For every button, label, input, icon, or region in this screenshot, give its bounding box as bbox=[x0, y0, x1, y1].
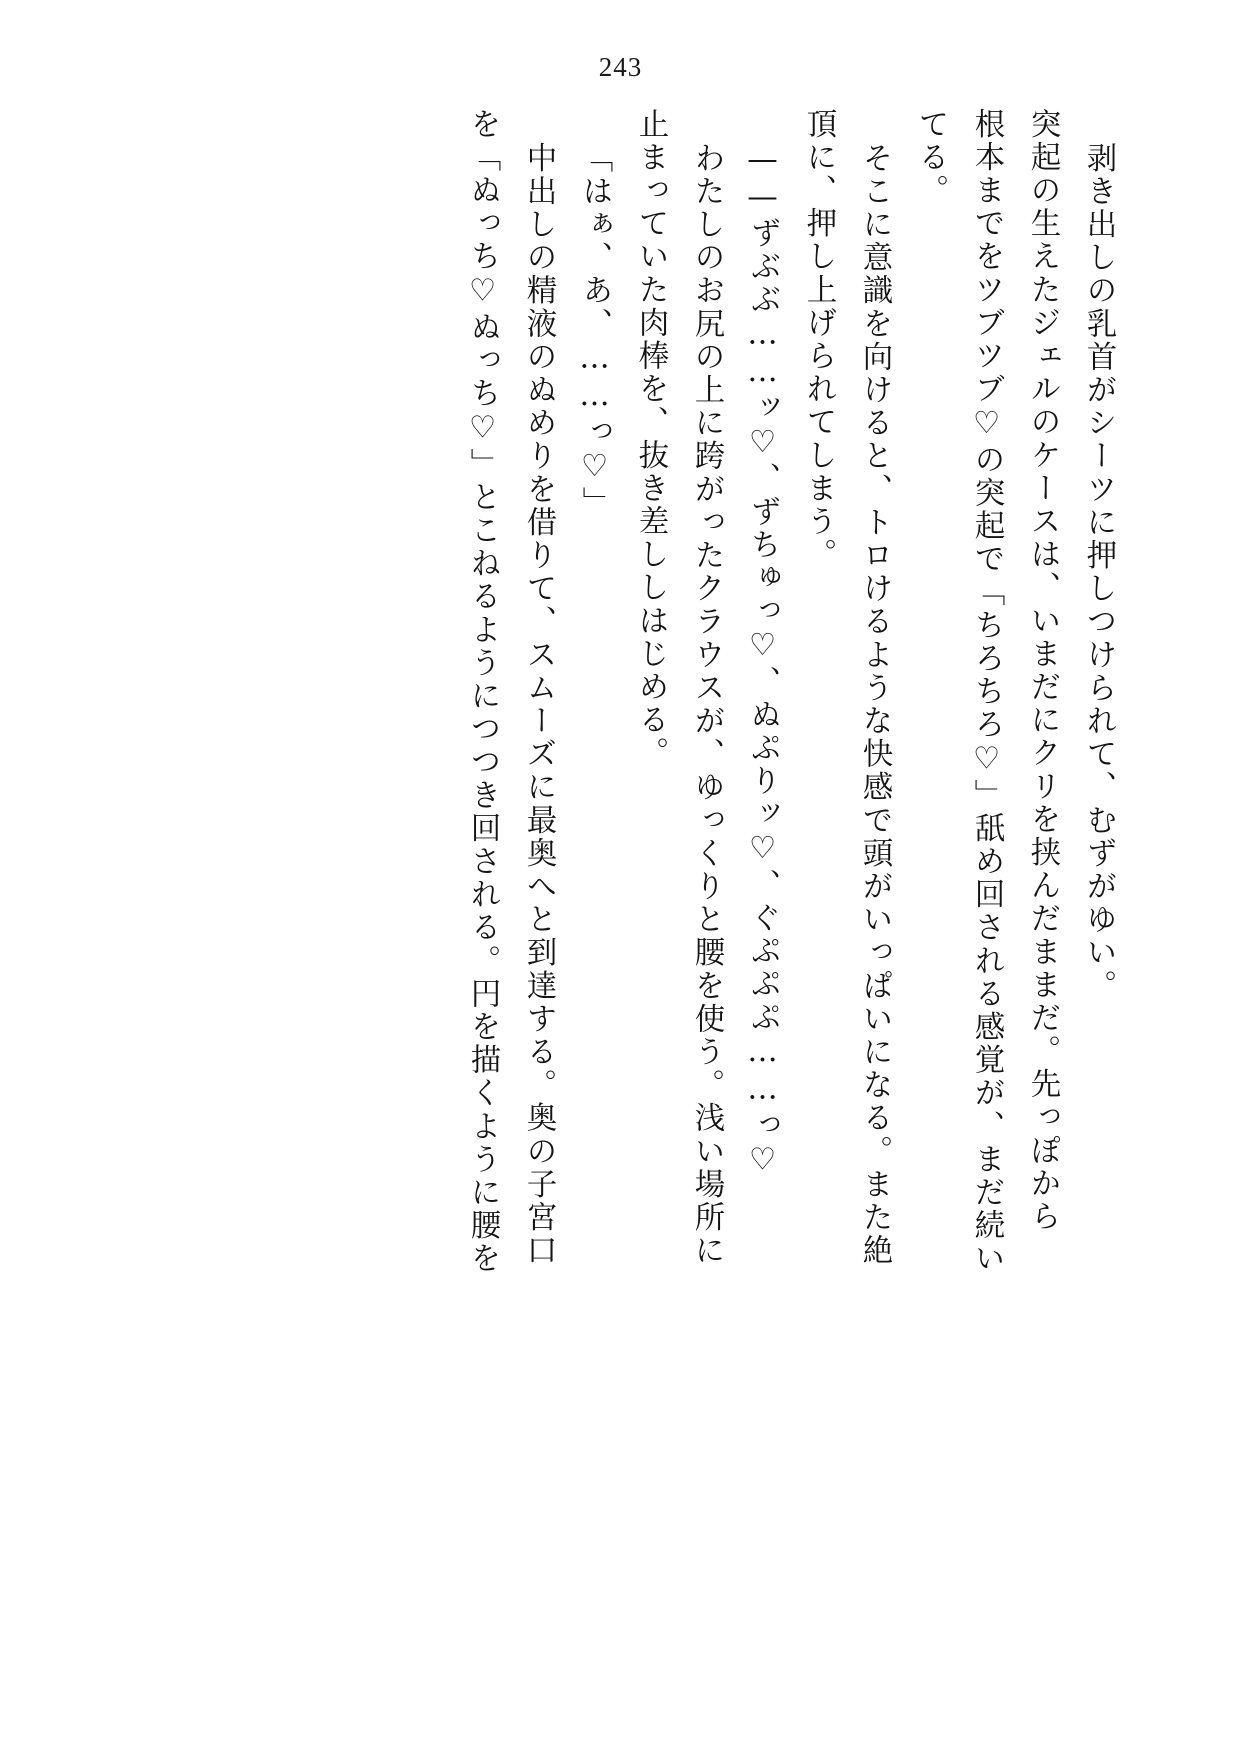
text-line: そこに意識を向けると、トロけるような快感で頭がいっぱいになる。また絶 bbox=[857, 142, 892, 1268]
text-line: てる。 bbox=[913, 108, 948, 208]
text-line: 止まっていた肉棒を、抜き差ししはじめる。 bbox=[633, 108, 668, 770]
page-number: 243 bbox=[598, 52, 643, 82]
text-line: 「はぁ、あ、……っ♡」 bbox=[577, 142, 612, 520]
text-line: わたしのお尻の上に跨がったクラウスが、ゆっくりと腰を使う。浅い場所に bbox=[689, 142, 724, 1268]
text-line: 根本までをツブツブ♡の突起で「ちろちろ♡」舐め回される感覚が、まだ続い bbox=[969, 108, 1004, 1276]
text-line: 剥き出しの乳首がシーツに押しつけられて、むずがゆい。 bbox=[1081, 142, 1116, 1003]
text-line: ——ずぶぶ……ッ♡、ずちゅっ♡、ぬぷりッ♡、ぐぷぷぷ……っ♡ bbox=[745, 142, 780, 1180]
text-line: 突起の生えたジェルのケースは、いまだにクリを挟んだままだ。先っぽから bbox=[1025, 108, 1060, 1234]
text-line: 中出しの精液のぬめりを借りて、スムーズに最奥へと到達する。奥の子宮口 bbox=[521, 142, 556, 1268]
text-line: を「ぬっち♡ぬっち♡」とこねるようにつつき回される。円を描くように腰を bbox=[465, 108, 500, 1276]
page-body-text bbox=[128, 108, 1116, 1638]
text-line: 頂に、押し上げられてしまう。 bbox=[801, 108, 836, 572]
